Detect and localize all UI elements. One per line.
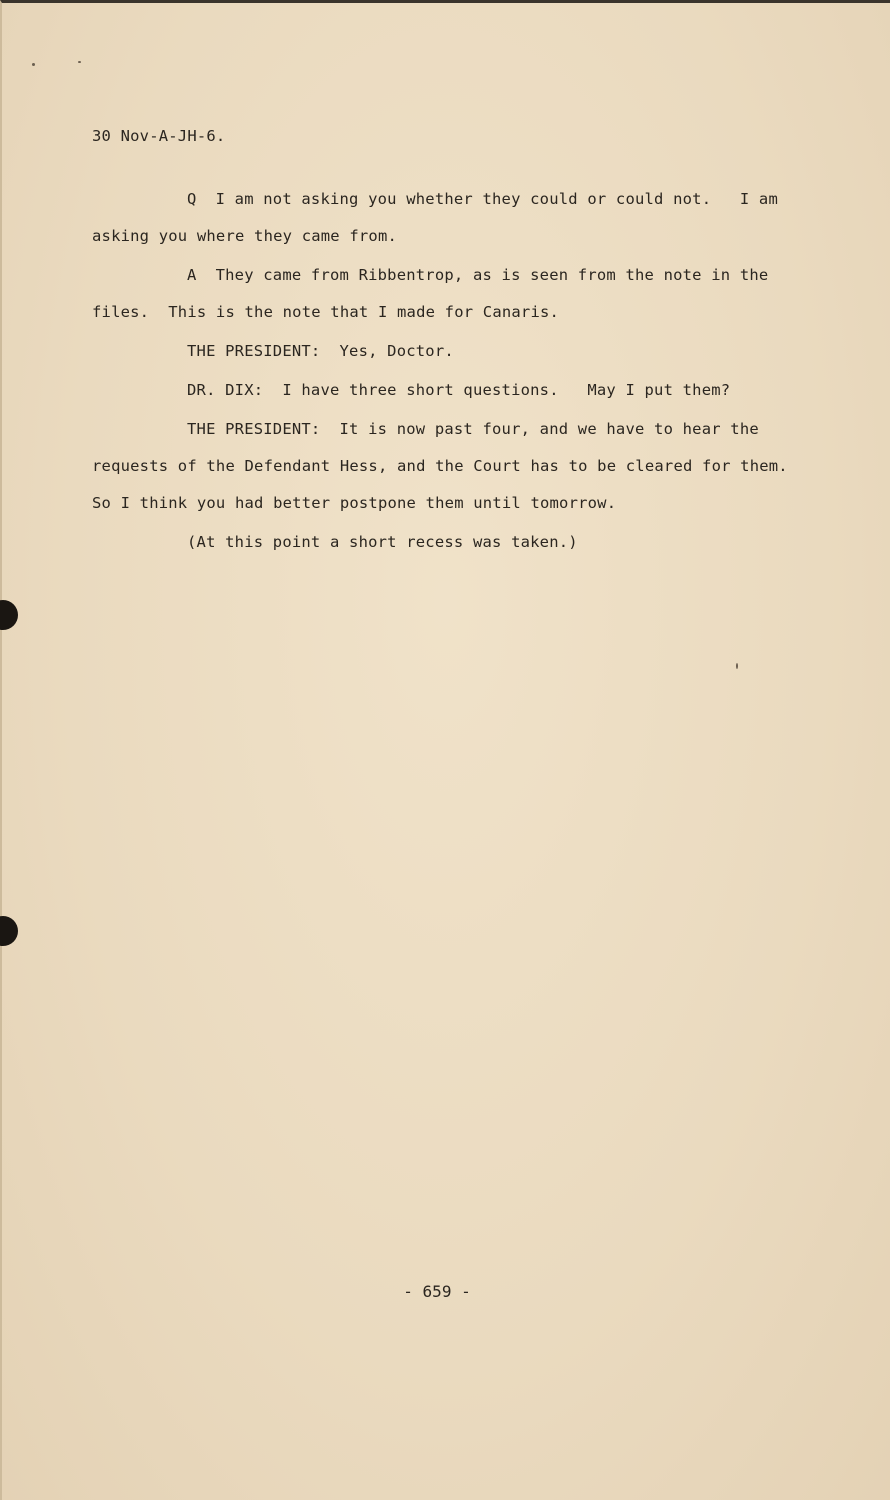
document-reference: 30 Nov-A-JH-6. bbox=[92, 127, 226, 145]
punch-hole-bottom bbox=[0, 916, 18, 946]
paragraph-president-2: THE PRESIDENT: It is now past four, and we have to hear the requests of the Defendant Hess, and the Court has to be cleared for them. So I think you had better postpone them until tomorrow. bbox=[92, 420, 798, 512]
page-number: - 659 - bbox=[403, 1282, 471, 1301]
punch-hole-top bbox=[0, 600, 18, 630]
paper-speck bbox=[78, 61, 81, 63]
paragraph-question: Q I am not asking you whether they could or could not. I am asking you where they came from. bbox=[92, 190, 788, 245]
paper-speck bbox=[32, 63, 35, 66]
paragraph-recess-note: (At this point a short recess was taken.) bbox=[187, 533, 578, 551]
paragraph-answer: A They came from Ribbentrop, as is seen from the note in the files. This is the note that I made for Canaris. bbox=[92, 266, 778, 321]
paragraph-dix: DR. DIX: I have three short questions. May I put them? bbox=[187, 381, 731, 399]
transcript-body bbox=[92, 121, 812, 563]
paragraph-president-1: THE PRESIDENT: Yes, Doctor. bbox=[187, 342, 454, 360]
paper-speck bbox=[736, 663, 738, 669]
